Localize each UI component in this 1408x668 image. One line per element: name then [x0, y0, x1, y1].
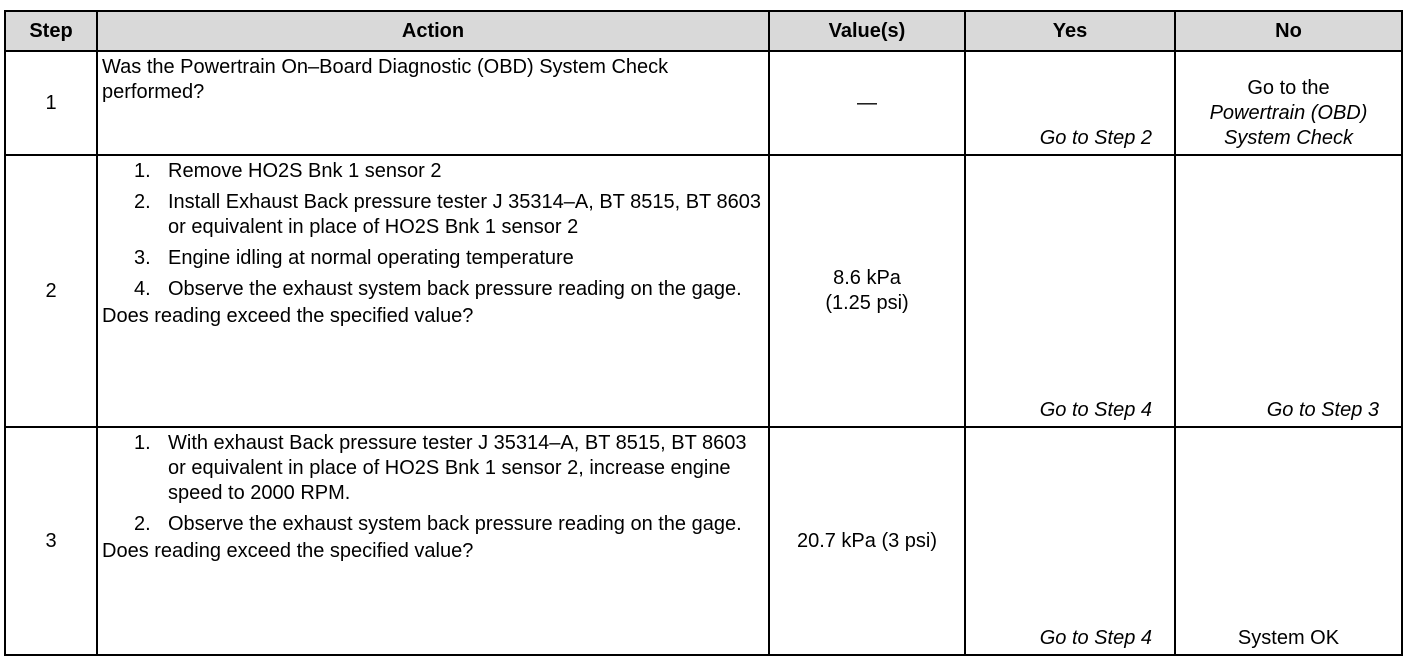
no-line-1: Go to the [1247, 77, 1330, 99]
header-step: Step [5, 11, 97, 51]
action-cell [97, 51, 769, 155]
list-item-text: Observe the exhaust system back pressure reading on the gage. [168, 278, 742, 300]
no-cell [1175, 51, 1402, 155]
header-yes: Yes [965, 11, 1175, 51]
action-cell [97, 427, 769, 655]
list-item-number: 2. [134, 513, 151, 535]
list-item-number: 4. [134, 278, 151, 300]
step-number: 2 [5, 155, 97, 427]
diagnostic-table-container [4, 10, 1403, 656]
no-line-2: Powertrain (OBD) [1209, 102, 1368, 124]
yes-cell: Go to Step 4 [965, 427, 1175, 655]
yes-cell: Go to Step 4 [965, 155, 1175, 427]
list-item-text: Observe the exhaust system back pressure reading on the gage. [168, 513, 742, 535]
value-line-1: 8.6 kPa [833, 267, 901, 289]
header-value: Value(s) [769, 11, 965, 51]
yes-cell: Go to Step 2 [965, 51, 1175, 155]
step-number: 3 [5, 427, 97, 655]
list-item-number: 2. [134, 191, 151, 213]
action-steps-list [102, 159, 764, 302]
action-cell [97, 155, 769, 427]
list-item-number: 1. [134, 160, 151, 182]
list-item-number: 3. [134, 247, 151, 269]
list-item [134, 246, 764, 271]
list-item [134, 277, 764, 302]
value-cell [769, 155, 965, 427]
action-question: Does reading exceed the specified value? [102, 305, 474, 327]
header-no: No [1175, 11, 1402, 51]
table-row [5, 427, 1402, 655]
no-cell: Go to Step 3 [1175, 155, 1402, 427]
list-item-text: Remove HO2S Bnk 1 sensor 2 [168, 160, 442, 182]
list-item-text: With exhaust Back pressure tester J 35314–A, BT 8515, BT 8603 or equivalent in place of HO2S Bnk 1 sensor 2, increase engine speed to 2000 RPM. [168, 432, 747, 504]
no-line-3: System Check [1224, 127, 1353, 149]
list-item-number: 1. [134, 432, 151, 454]
value-cell: — [769, 51, 965, 155]
table-row [5, 51, 1402, 155]
list-item [134, 431, 764, 506]
no-cell: System OK [1175, 427, 1402, 655]
list-item-text: Install Exhaust Back pressure tester J 35314–A, BT 8515, BT 8603 or equivalent in place of HO2S Bnk 1 sensor 2 [168, 191, 761, 238]
action-steps-list [102, 431, 764, 537]
action-question: Was the Powertrain On–Board Diagnostic (OBD) System Check performed? [102, 56, 669, 103]
header-action: Action [97, 11, 769, 51]
list-item-text: Engine idling at normal operating temperature [168, 247, 574, 269]
diagnostic-table [4, 10, 1403, 656]
list-item [134, 159, 764, 184]
list-item [134, 190, 764, 240]
step-number: 1 [5, 51, 97, 155]
list-item [134, 512, 764, 537]
value-line-2: (1.25 psi) [825, 292, 909, 314]
value-cell: 20.7 kPa (3 psi) [769, 427, 965, 655]
header-row [5, 11, 1402, 51]
table-row [5, 155, 1402, 427]
action-question: Does reading exceed the specified value? [102, 540, 474, 562]
